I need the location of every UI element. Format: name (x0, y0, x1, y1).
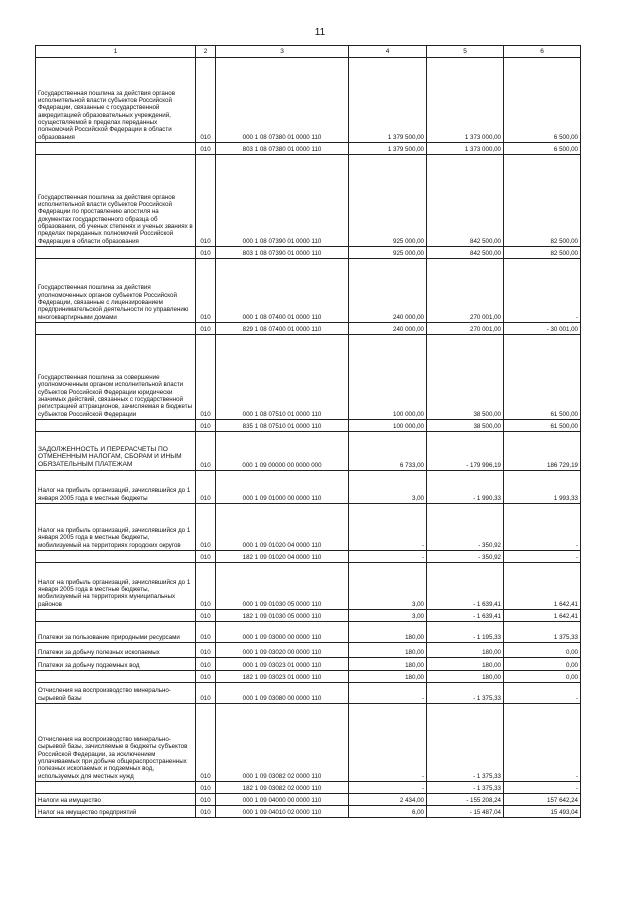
row-budget-code: 000 1 08 07390 01 0000 110 (216, 155, 349, 247)
row-col5-value: 38 500,00 (427, 420, 504, 432)
row-col5-value: 1 373 000,00 (427, 143, 504, 155)
table-row (36, 643, 581, 658)
row-col5-value: 270 001,00 (427, 323, 504, 335)
row-col5-value: 38 500,00 (427, 335, 504, 420)
row-col6-value: 1 375,33 (504, 622, 581, 643)
table-row (36, 622, 581, 643)
row-name: Государственная пошлина за действия органов исполнительной власти субъектов Российской Федерации, связанные с государственной аккредитацией образовательных учреждений, осуществляемой в пределах переданных полномочий Российской Федерации в области образования (36, 58, 196, 143)
row-budget-code: 829 1 08 07400 01 0000 110 (216, 323, 349, 335)
row-col4-value: 3,00 (349, 563, 427, 610)
row-budget-code: 000 1 09 03000 00 0000 110 (216, 622, 349, 643)
row-col5-value: 1 373 000,00 (427, 58, 504, 143)
row-col5-value: - 1 375,33 (427, 683, 504, 704)
row-line-code: 010 (196, 432, 216, 471)
row-col5-value: 180,00 (427, 658, 504, 671)
row-col6-value: - (504, 782, 581, 794)
row-col4-value: - (349, 782, 427, 794)
row-line-code: 010 (196, 683, 216, 704)
row-line-code: 010 (196, 622, 216, 643)
header-col-5: 5 (427, 46, 504, 58)
row-budget-code: 000 1 09 01020 04 0000 110 (216, 504, 349, 551)
row-col6-value: 6 500,00 (504, 58, 581, 143)
row-budget-code: 000 1 09 03020 00 0000 110 (216, 643, 349, 658)
row-col6-value: 15 493,04 (504, 806, 581, 818)
row-col5-value: - 1 375,33 (427, 782, 504, 794)
row-budget-code: 000 1 08 07380 01 0000 110 (216, 58, 349, 143)
row-col5-value: - 1 639,41 (427, 610, 504, 622)
table-row (36, 504, 581, 551)
row-col4-value: 180,00 (349, 671, 427, 683)
row-col6-value: - 30 001,00 (504, 323, 581, 335)
row-line-code: 010 (196, 806, 216, 818)
row-name: Государственная пошлина за действия уполномоченных органов субъектов Российской Федерации, связанные с лицензированием предпринимательской деятельности по управлению многоквартирными домами (36, 259, 196, 323)
row-col4-value: 100 000,00 (349, 335, 427, 420)
header-col-3: 3 (216, 46, 349, 58)
row-col5-value: - 155 208,24 (427, 794, 504, 806)
row-line-code: 010 (196, 504, 216, 551)
table-row (36, 671, 581, 683)
row-line-code: 010 (196, 420, 216, 432)
table-row (36, 143, 581, 155)
row-name: Платежи за добычу подземных вод (36, 658, 196, 671)
row-line-code: 010 (196, 323, 216, 335)
row-col6-value: 157 642,24 (504, 794, 581, 806)
table-row (36, 247, 581, 259)
row-col4-value: 180,00 (349, 643, 427, 658)
row-col4-value: 2 434,00 (349, 794, 427, 806)
row-col6-value: - (504, 704, 581, 782)
row-name (36, 247, 196, 259)
row-budget-code: 000 1 09 03080 00 0000 110 (216, 683, 349, 704)
row-budget-code: 182 1 09 03023 01 0000 110 (216, 671, 349, 683)
row-line-code: 010 (196, 643, 216, 658)
row-line-code: 010 (196, 551, 216, 563)
header-col-4: 4 (349, 46, 427, 58)
row-name (36, 610, 196, 622)
row-name: Государственная пошлина за совершение уполномоченным органом исполнительной власти субъектов Российской Федерации юридически значимых действий, связанных с государственной регистрацией аттракционов, зачисляемая в бюджеты субъектов Российской Федерации (36, 335, 196, 420)
row-budget-code: 182 1 09 03082 02 0000 110 (216, 782, 349, 794)
row-col6-value: 61 500,00 (504, 335, 581, 420)
row-budget-code: 000 1 08 07510 01 0000 110 (216, 335, 349, 420)
table-row (36, 794, 581, 806)
row-col4-value: - (349, 683, 427, 704)
row-name: Платежи за добычу полезных ископаемых (36, 643, 196, 658)
header-col-6: 6 (504, 46, 581, 58)
row-col5-value: - 350,92 (427, 504, 504, 551)
row-col4-value: 180,00 (349, 658, 427, 671)
row-col5-value: 842 500,00 (427, 155, 504, 247)
header-col-1: 1 (36, 46, 196, 58)
row-col4-value: 3,00 (349, 610, 427, 622)
row-name (36, 551, 196, 563)
row-col6-value: 0,00 (504, 658, 581, 671)
budget-report-table (35, 45, 581, 818)
row-name (36, 671, 196, 683)
row-budget-code: 000 1 09 04000 00 0000 110 (216, 794, 349, 806)
row-name: ЗАДОЛЖЕННОСТЬ И ПЕРЕРАСЧЕТЫ ПО ОТМЕНЕННЫМ НАЛОГАМ, СБОРАМ И ИНЫМ ОБЯЗАТЕЛЬНЫМ ПЛАТЕЖАМ (36, 432, 196, 471)
row-col5-value: - 350,92 (427, 551, 504, 563)
row-budget-code: 182 1 09 01020 04 0000 110 (216, 551, 349, 563)
row-budget-code: 000 1 09 01030 05 0000 110 (216, 563, 349, 610)
row-col4-value: 3,00 (349, 471, 427, 504)
row-col4-value: - (349, 551, 427, 563)
row-line-code: 010 (196, 143, 216, 155)
row-col4-value: 6,00 (349, 806, 427, 818)
row-col5-value: - 15 487,04 (427, 806, 504, 818)
row-col4-value: 240 000,00 (349, 323, 427, 335)
row-col5-value: 270 001,00 (427, 259, 504, 323)
row-col4-value: 100 000,00 (349, 420, 427, 432)
header-col-2: 2 (196, 46, 216, 58)
row-col6-value: 0,00 (504, 643, 581, 658)
row-budget-code: 000 1 08 07400 01 0000 110 (216, 259, 349, 323)
row-budget-code: 000 1 09 03082 02 0000 110 (216, 704, 349, 782)
row-name: Платежи за пользование природными ресурсами (36, 622, 196, 643)
row-line-code: 010 (196, 247, 216, 259)
row-col4-value: 1 379 500,00 (349, 58, 427, 143)
table-row (36, 432, 581, 471)
row-name: Отчисления на воспроизводство минерально-сырьевой базы, зачисляемые в бюджеты субъектов Российской Федерации, за исключением уплачиваемых при добыче общераспространенных полезных ископаемых и подземных вод, используемых для местных нужд (36, 704, 196, 782)
row-col4-value: - (349, 704, 427, 782)
row-col4-value: 925 000,00 (349, 155, 427, 247)
row-line-code: 010 (196, 704, 216, 782)
row-line-code: 010 (196, 563, 216, 610)
row-col6-value: - (504, 504, 581, 551)
row-col6-value: - (504, 551, 581, 563)
row-col6-value: - (504, 683, 581, 704)
table-row (36, 420, 581, 432)
row-name: Налог на прибыль организаций, зачислявшийся до 1 января 2005 года в местные бюджеты (36, 471, 196, 504)
row-name: Отчисления на воспроизводство минерально-сырьевой базы (36, 683, 196, 704)
table-row (36, 683, 581, 704)
row-col4-value: 180,00 (349, 622, 427, 643)
table-row (36, 335, 581, 420)
row-line-code: 010 (196, 58, 216, 143)
row-name: Налог на прибыль организаций, зачислявшийся до 1 января 2005 года в местные бюджеты, мобилизуемый на территориях муниципальных районов (36, 563, 196, 610)
table-row (36, 323, 581, 335)
row-name: Государственная пошлина за действия органов исполнительной власти субъектов Российской Федерации по проставлению апостиля на документах государственного образца об образовании, об ученых степенях и ученых званиях в пределах переданных полномочий Российской Федерации в области образования (36, 155, 196, 247)
table-row (36, 806, 581, 818)
row-col4-value: 6 733,00 (349, 432, 427, 471)
row-budget-code: 000 1 09 04010 02 0000 110 (216, 806, 349, 818)
row-name (36, 420, 196, 432)
row-line-code: 010 (196, 155, 216, 247)
row-col4-value: - (349, 504, 427, 551)
table-row (36, 58, 581, 143)
row-col6-value: 82 500,00 (504, 155, 581, 247)
row-col6-value: 6 500,00 (504, 143, 581, 155)
row-budget-code: 835 1 08 07510 01 0000 110 (216, 420, 349, 432)
row-budget-code: 803 1 08 07390 01 0000 110 (216, 247, 349, 259)
table-row (36, 610, 581, 622)
row-budget-code: 000 1 09 00000 00 0000 000 (216, 432, 349, 471)
row-col6-value: 82 500,00 (504, 247, 581, 259)
table-row (36, 155, 581, 247)
row-line-code: 010 (196, 794, 216, 806)
row-col6-value: 61 500,00 (504, 420, 581, 432)
table-row (36, 551, 581, 563)
row-col4-value: 1 379 500,00 (349, 143, 427, 155)
row-line-code: 010 (196, 671, 216, 683)
row-col6-value: 1 642,41 (504, 610, 581, 622)
row-name: Налоги на имущество (36, 794, 196, 806)
row-line-code: 010 (196, 658, 216, 671)
row-col6-value: 186 729,19 (504, 432, 581, 471)
row-col6-value: 0,00 (504, 671, 581, 683)
row-line-code: 010 (196, 782, 216, 794)
row-col4-value: 240 000,00 (349, 259, 427, 323)
table-header-row (36, 46, 581, 58)
table-row (36, 658, 581, 671)
row-col6-value: 1 993,33 (504, 471, 581, 504)
row-col6-value: 1 642,41 (504, 563, 581, 610)
row-line-code: 010 (196, 335, 216, 420)
table-row (36, 259, 581, 323)
row-name (36, 143, 196, 155)
table-row (36, 782, 581, 794)
table-row (36, 563, 581, 610)
table-row (36, 704, 581, 782)
row-col5-value: 180,00 (427, 671, 504, 683)
row-col5-value: - 179 996,19 (427, 432, 504, 471)
row-col5-value: 842 500,00 (427, 247, 504, 259)
row-name (36, 782, 196, 794)
row-budget-code: 000 1 09 01000 00 0000 110 (216, 471, 349, 504)
row-budget-code: 000 1 09 03023 01 0000 110 (216, 658, 349, 671)
row-budget-code: 803 1 08 07380 01 0000 110 (216, 143, 349, 155)
row-budget-code: 182 1 09 01030 05 0000 110 (216, 610, 349, 622)
row-col4-value: 925 000,00 (349, 247, 427, 259)
row-line-code: 010 (196, 610, 216, 622)
row-col5-value: - 1 375,33 (427, 704, 504, 782)
row-line-code: 010 (196, 471, 216, 504)
row-line-code: 010 (196, 259, 216, 323)
row-col6-value: - (504, 259, 581, 323)
row-name (36, 323, 196, 335)
row-col5-value: - 1 639,41 (427, 563, 504, 610)
row-name: Налог на прибыль организаций, зачислявшийся до 1 января 2005 года в местные бюджеты, мобилизуемый на территориях городских округов (36, 504, 196, 551)
row-col5-value: - 1 195,33 (427, 622, 504, 643)
page-number: 11 (314, 27, 326, 38)
row-name: Налог на имущество предприятий (36, 806, 196, 818)
row-col5-value: 180,00 (427, 643, 504, 658)
row-col5-value: - 1 990,33 (427, 471, 504, 504)
table-row (36, 471, 581, 504)
